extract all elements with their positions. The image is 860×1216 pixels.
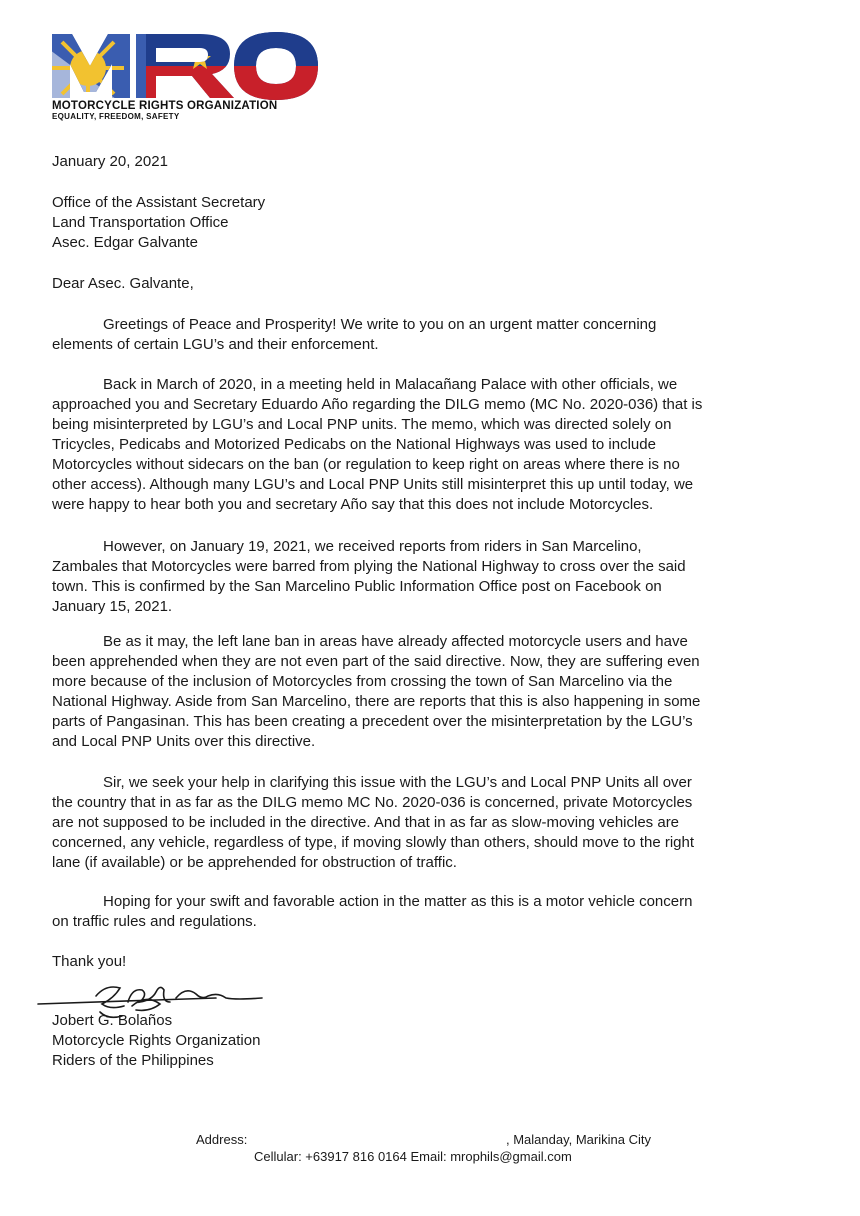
paragraph-line: the country that in as far as the DILG memo MC No. 2020-036 is concerned, private Motorcycles bbox=[52, 794, 693, 811]
logo-tagline: EQUALITY, FREEDOM, SAFETY bbox=[52, 112, 180, 121]
recipient-line-1: Office of the Assistant Secretary bbox=[52, 194, 266, 211]
paragraph-closing bbox=[52, 892, 802, 932]
salutation: Dear Asec. Galvante, bbox=[52, 275, 194, 292]
paragraph-line: being misinterpreted by LGU’s and Local PNP units. The memo, which was directed solely on bbox=[52, 416, 672, 433]
paragraph-request bbox=[52, 773, 802, 873]
footer-contact: Cellular: +63917 816 0164 Email: mrophils@gmail.com bbox=[254, 1149, 572, 1164]
closing-text: Thank you! bbox=[52, 953, 127, 970]
paragraph-line: more because of the inclusion of Motorcycles from crossing the town of San Marcelino via the bbox=[52, 673, 673, 690]
paragraph-line: town. This is confirmed by the San Marcelino Public Information Office post on Facebook on bbox=[52, 578, 662, 595]
paragraph-line: are not supposed to be included in the directive. And that in as far as slow-moving vehicles are bbox=[52, 814, 680, 831]
paragraph-line: Be as it may, the left lane ban in areas have already affected motorcycle users and have bbox=[103, 633, 688, 650]
paragraph-line: Zambales that Motorcycles were barred from plying the National Highway to cross over the said bbox=[52, 558, 686, 575]
paragraph-line: lane (if available) or be apprehended for obstruction of traffic. bbox=[52, 854, 457, 871]
signatory-org-2: Riders of the Philippines bbox=[52, 1052, 214, 1069]
footer-address-value: , Malanday, Marikina City bbox=[506, 1132, 651, 1147]
paragraph-line: approached you and Secretary Eduardo Año regarding the DILG memo (MC No. 2020-036) that is bbox=[52, 396, 703, 413]
paragraph-line: were happy to hear both you and secretary Año say that this does not include Motorcycles. bbox=[52, 496, 654, 513]
signatory-org-1: Motorcycle Rights Organization bbox=[52, 1032, 261, 1049]
paragraph-line: However, on January 19, 2021, we received reports from riders in San Marcelino, bbox=[103, 538, 642, 555]
organization-logo bbox=[50, 30, 325, 122]
recipient-line-3: Asec. Edgar Galvante bbox=[52, 234, 198, 251]
mro-logo-mark bbox=[50, 30, 320, 102]
paragraph-impact bbox=[52, 632, 802, 752]
paragraph-line: Sir, we seek your help in clarifying this issue with the LGU’s and Local PNP Units all over bbox=[103, 774, 692, 791]
paragraph-greeting bbox=[52, 315, 802, 355]
paragraph-line: Motorcycles without sidecars on the ban (or regulation to keep right on areas where there is no bbox=[52, 456, 680, 473]
paragraph-line: been apprehended when they are not even part of the said directive. Now, they are suffering even bbox=[52, 653, 700, 670]
paragraph-line: elements of certain LGU’s and their enforcement. bbox=[52, 336, 379, 353]
logo-org-name: MOTORCYCLE RIGHTS ORGANIZATION bbox=[52, 100, 278, 112]
paragraph-line: parts of Pangasinan. This has been creating a precedent over the misinterpretation by the LGU’s bbox=[52, 713, 693, 730]
paragraph-line: on traffic rules and regulations. bbox=[52, 913, 257, 930]
paragraph-report bbox=[52, 537, 802, 617]
paragraph-line: and Local PNP Units over this directive. bbox=[52, 733, 316, 750]
paragraph-line: National Highway. Aside from San Marcelino, there are reports that this is also happening in some bbox=[52, 693, 701, 710]
recipient-line-2: Land Transportation Office bbox=[52, 214, 229, 231]
paragraph-background bbox=[52, 375, 802, 515]
paragraph-line: Tricycles, Pedicabs and Motorized Pedicabs on the National Highways was used to include bbox=[52, 436, 656, 453]
signatory-name: Jobert G. Bolaños bbox=[52, 1012, 173, 1029]
paragraph-line: January 15, 2021. bbox=[52, 598, 173, 615]
paragraph-line: Back in March of 2020, in a meeting held in Malacañang Palace with other officials, we bbox=[103, 376, 678, 393]
paragraph-line: Greetings of Peace and Prosperity! We write to you on an urgent matter concerning bbox=[103, 316, 657, 333]
letter-date: January 20, 2021 bbox=[52, 153, 168, 170]
paragraph-line: concerned, any vehicle, regardless of type, if moving slowly than others, should move to the right bbox=[52, 834, 695, 851]
paragraph-line: other access). Although many LGU’s and Local PNP Units still misinterpret this up until today, we bbox=[52, 476, 694, 493]
footer-address-label: Address: bbox=[196, 1132, 248, 1147]
paragraph-line: Hoping for your swift and favorable action in the matter as this is a motor vehicle concern bbox=[103, 893, 693, 910]
